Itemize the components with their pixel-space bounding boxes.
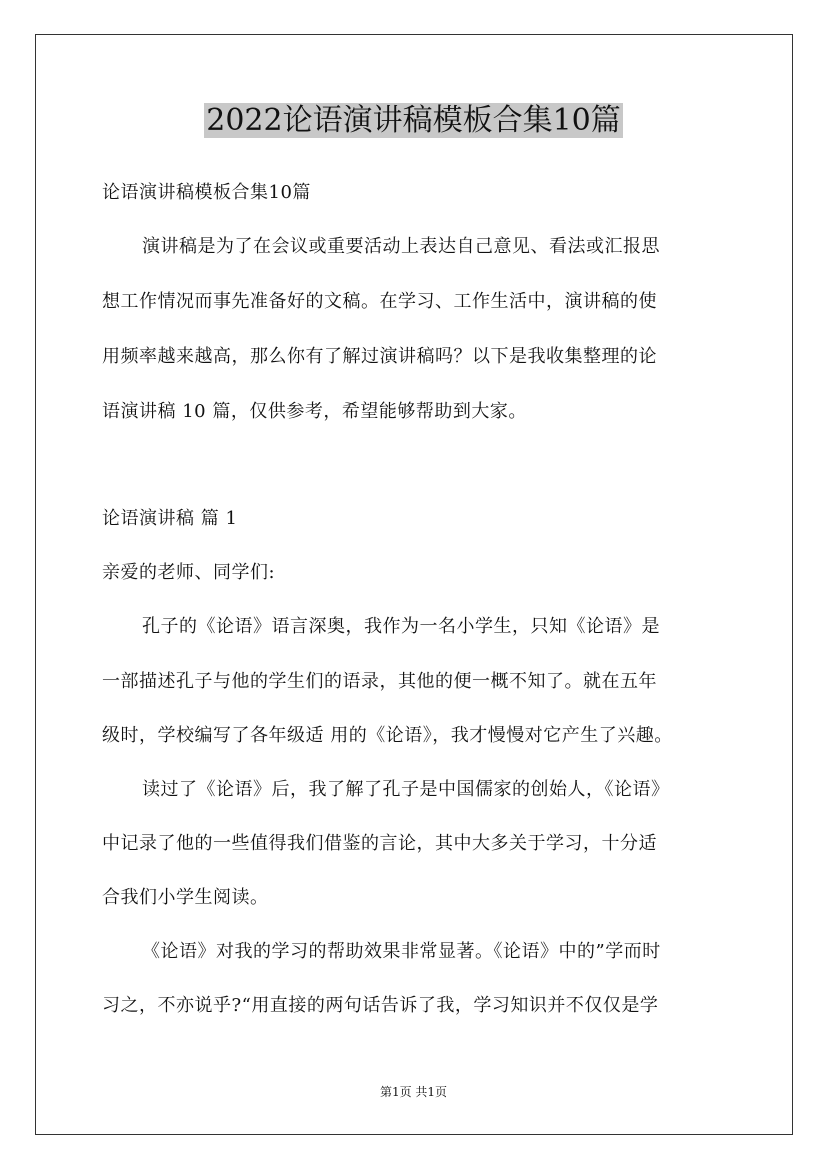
body-line: 读过了《论语》后，我了解了孔子是中国儒家的创始人，《论语》 — [142, 779, 670, 800]
body-line: 级时，学校编写了各年级适 用的《论语》，我才慢慢对它产生了兴趣。 — [102, 725, 673, 746]
document-title: 2022论语演讲稿模板合集10篇 — [206, 103, 621, 138]
intro-line: 演讲稿是为了在会议或重要活动上表达自己意见、看法或汇报思 — [142, 236, 660, 257]
salutation: 亲爱的老师、同学们: — [102, 562, 276, 583]
page-footer: 第1页 共1页 — [379, 1085, 448, 1099]
intro-line: 语演讲稿 10 篇，仅供参考，希望能够帮助到大家。 — [102, 401, 527, 422]
body-line: 《论语》对我的学习的帮助效果非常显著。《论语》中的”学而时 — [142, 941, 661, 962]
body-line: 中记录了他的一些值得我们借鉴的言论，其中大多关于学习，十分适 — [102, 833, 657, 854]
body-line: 孔子的《论语》语言深奥，我作为一名小学生，只知《论语》是 — [142, 616, 660, 637]
body-line: 一部描述孔子与他的学生们的语录，其他的便一概不知了。就在五年 — [102, 671, 657, 692]
body-line: 合我们小学生阅读。 — [102, 887, 269, 908]
section-heading: 论语演讲稿 篇 1 — [102, 508, 238, 529]
body-line: 习之，不亦说乎?“用直接的两句话告诉了我，学习知识并不仅仅是学 — [102, 995, 659, 1016]
document-subtitle: 论语演讲稿模板合集10篇 — [102, 182, 311, 203]
intro-line: 想工作情况而事先准备好的文稿。在学习、工作生活中，演讲稿的使 — [102, 291, 657, 312]
intro-line: 用频率越来越高，那么你有了解过演讲稿吗？以下是我收集整理的论 — [102, 346, 657, 367]
